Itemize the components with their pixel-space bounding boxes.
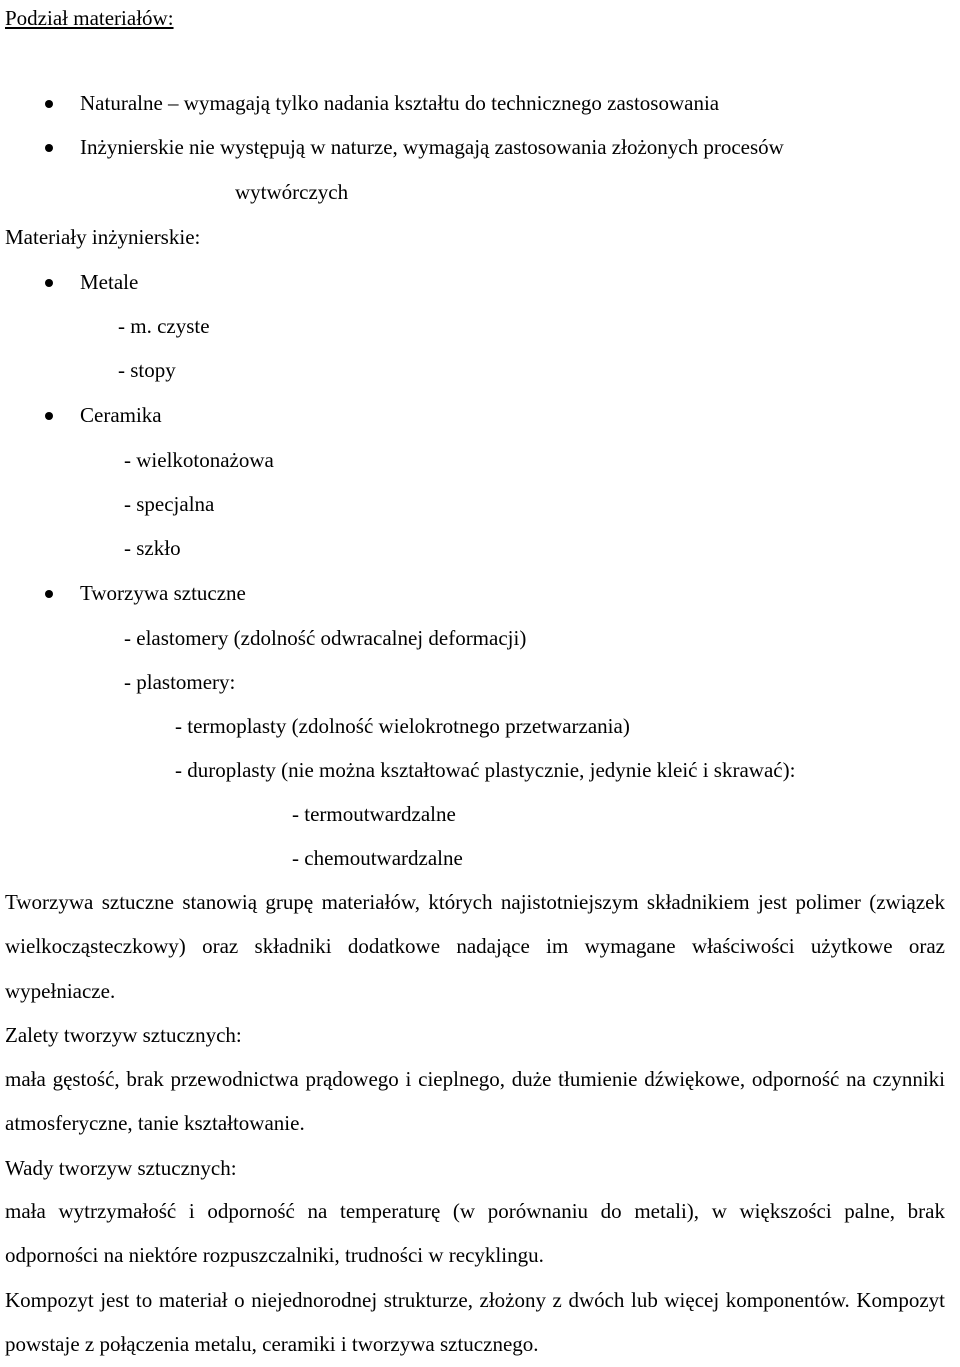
composite-paragraph: Kompozyt jest to materiał o niejednorodnej strukturze, złożony z dwóch lub więcej komponentów. Kompozyt powstaje z połączenia metalu, ceramiki i tworzywa sztucznego. <box>5 1288 945 1357</box>
sub-item-ceramics-special: - specjalna <box>124 492 215 516</box>
sub-item-duroplastics: - duroplasty (nie można kształtować plastycznie, jedynie kleić i skrawać): <box>175 758 796 782</box>
section-heading-engineering: Materiały inżynierskie: <box>5 225 201 249</box>
sub-item-thermosetting: - termoutwardzalne <box>292 802 456 826</box>
section-heading-advantages: Zalety tworzyw sztucznych: <box>5 1023 242 1047</box>
sub-item-elastomers: - elastomery (zdolność odwracalnej deformacji) <box>124 626 527 650</box>
sub-item-plastomers: - plastomery: <box>124 670 236 694</box>
sub-item-chemosetting: - chemoutwardzalne <box>292 846 463 870</box>
bullet-icon <box>45 144 53 152</box>
list-item-plastics: Tworzywa sztuczne <box>80 581 246 605</box>
list-item-engineering-continued: wytwórczych <box>235 180 349 204</box>
plastics-definition-paragraph: Tworzywa sztuczne stanowią grupę materiałów, których najistotniejszym składnikiem jest polimer (związek wielkocząsteczkowy) oraz składniki dodatkowe nadające im wymagane właściwości użytkowe oraz wypełniacze. <box>5 890 945 1003</box>
list-item-ceramics: Ceramika <box>80 403 162 427</box>
sub-item-ceramics-bulk: - wielkotonażowa <box>124 448 274 472</box>
list-item-engineering: Inżynierskie nie występują w naturze, wymagają zastosowania złożonych procesów <box>80 135 784 159</box>
section-heading-disadvantages: Wady tworzyw sztucznych: <box>5 1156 237 1180</box>
disadvantages-paragraph: mała wytrzymałość i odporność na temperaturę (w porównaniu do metali), w większości palne, brak odporności na niektóre rozpuszczalniki, trudności w recyklingu. <box>5 1199 945 1268</box>
bullet-icon <box>45 100 53 108</box>
list-item-metals: Metale <box>80 270 139 294</box>
bullet-icon <box>45 412 53 420</box>
list-item-natural: Naturalne – wymagają tylko nadania kształtu do technicznego zastosowania <box>80 91 720 115</box>
sub-item-glass: - szkło <box>124 536 181 560</box>
sub-item-thermoplastics: - termoplasty (zdolność wielokrotnego przetwarzania) <box>175 714 630 738</box>
sub-item-alloys: - stopy <box>118 358 176 382</box>
bullet-icon <box>45 279 53 287</box>
sub-item-pure-metals: - m. czyste <box>118 314 210 338</box>
advantages-paragraph: mała gęstość, brak przewodnictwa prądowego i cieplnego, duże tłumienie dźwiękowe, odporność na czynniki atmosferyczne, tanie kształtowanie. <box>5 1067 945 1136</box>
page-heading: Podział materiałów: <box>5 6 174 30</box>
bullet-icon <box>45 590 53 598</box>
